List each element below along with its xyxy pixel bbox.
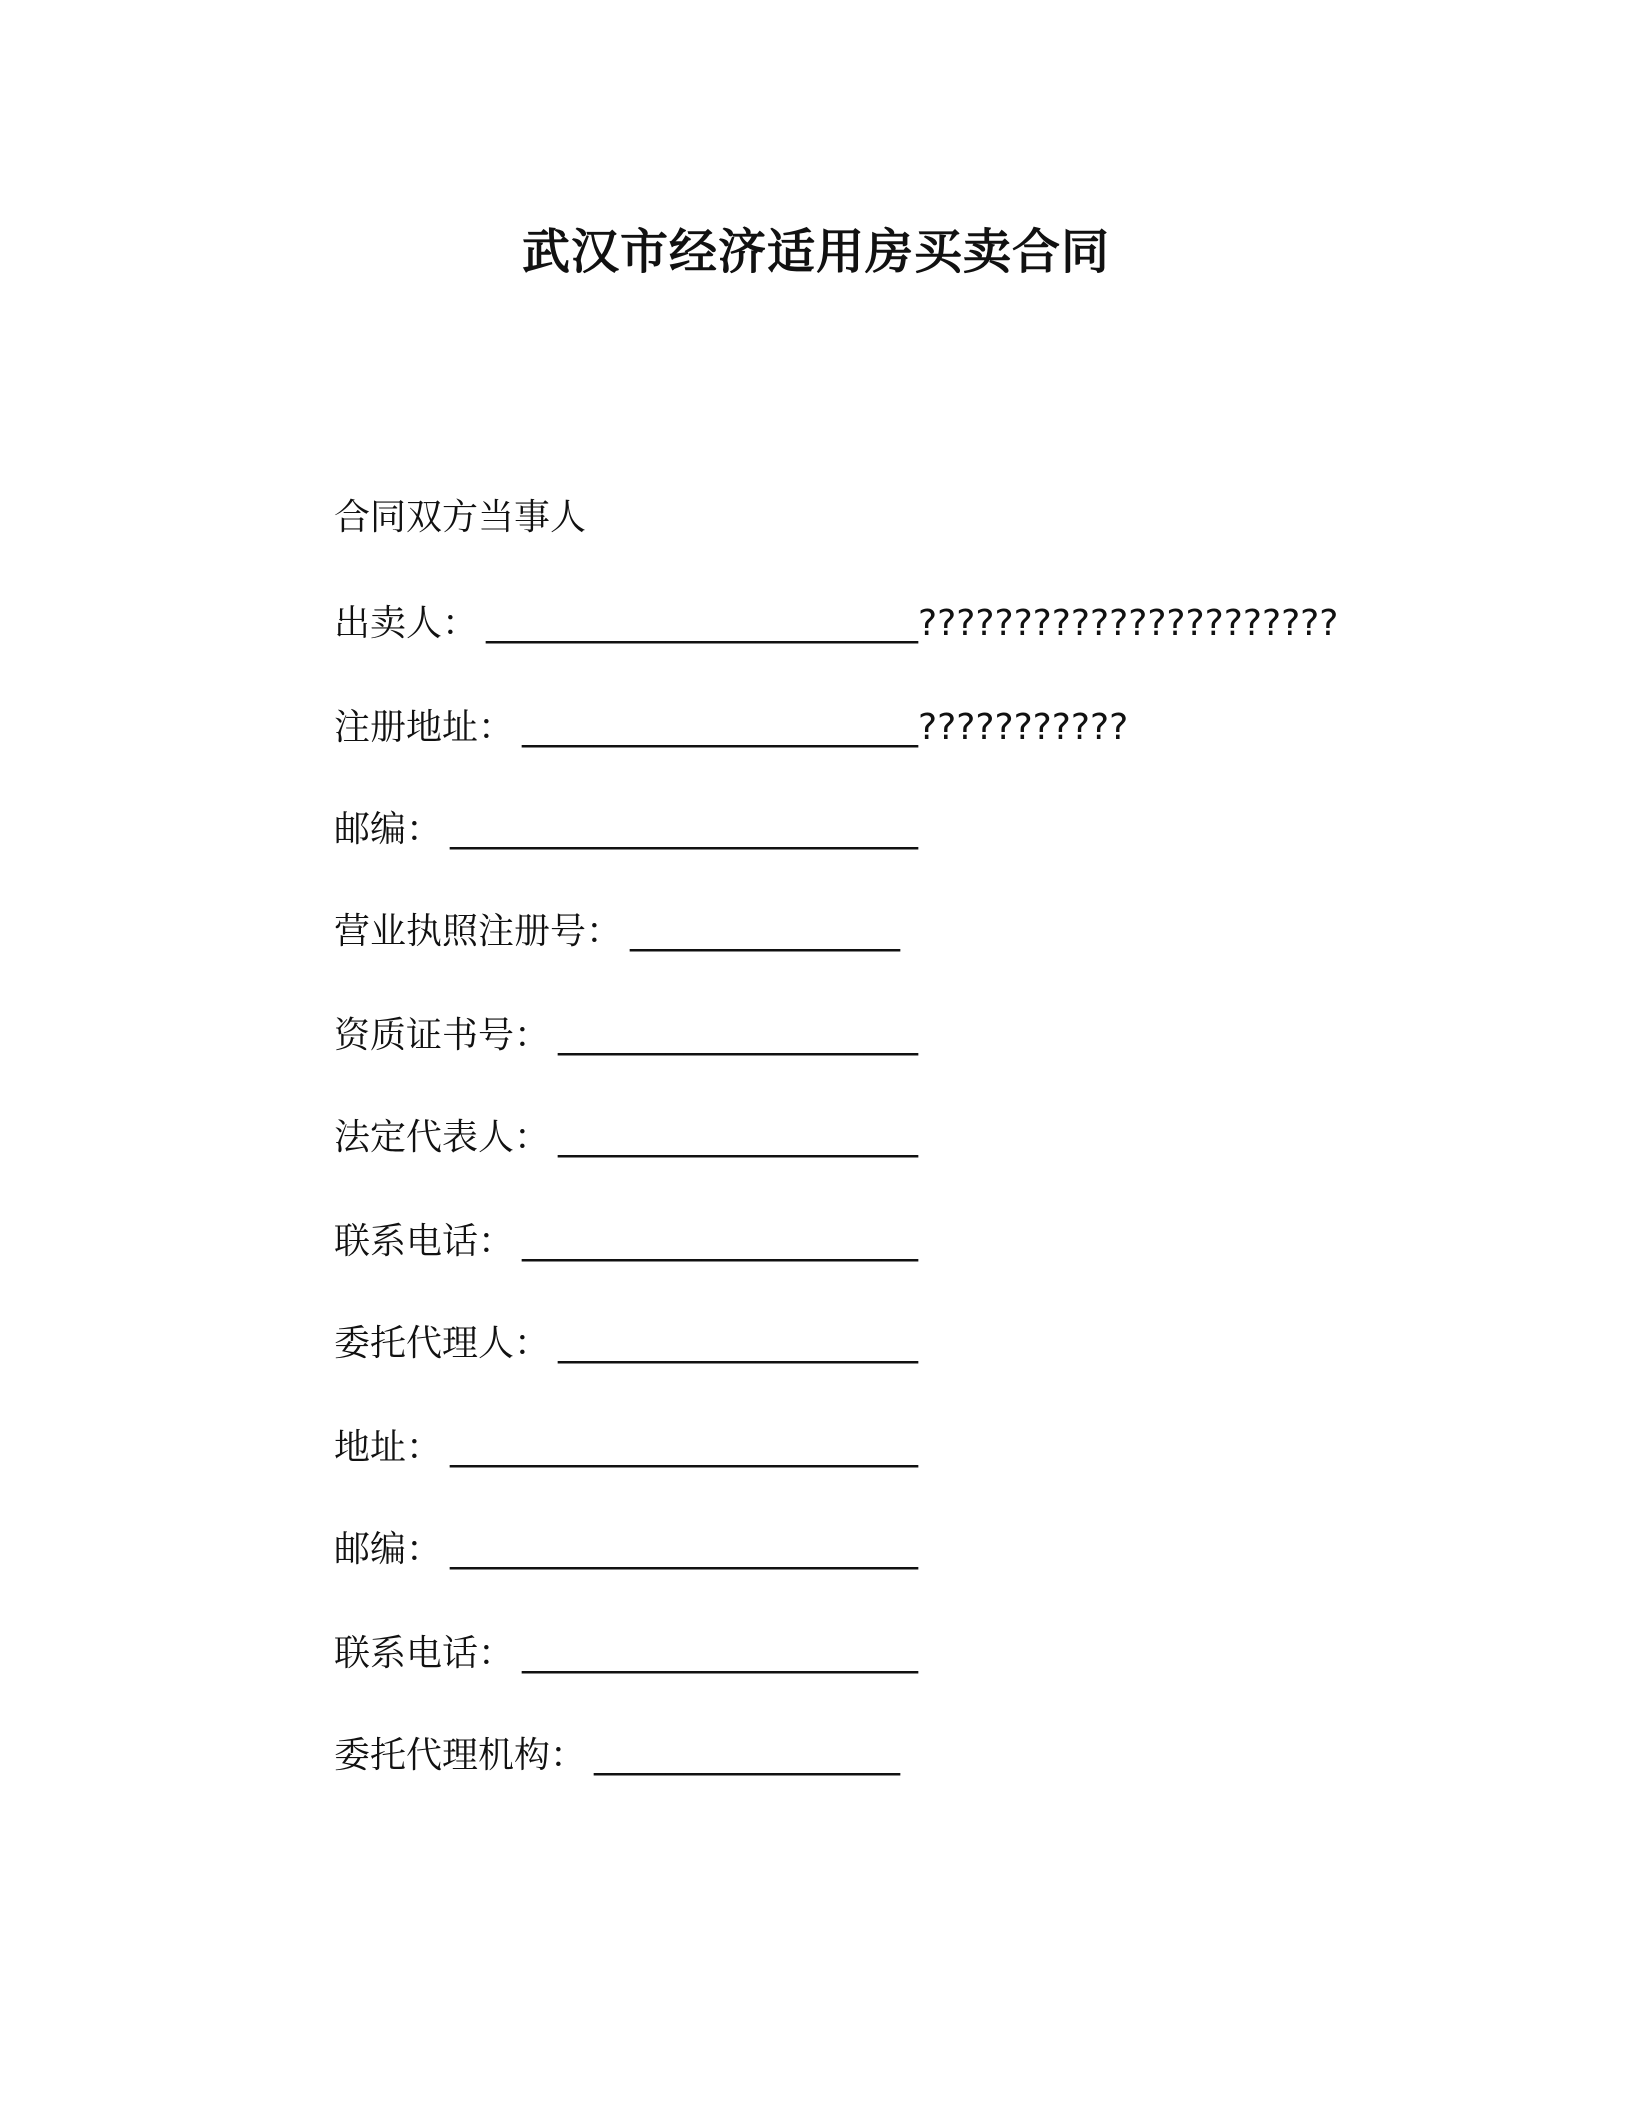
field-business-license-number xyxy=(334,908,900,956)
field-postcode-2 xyxy=(334,1526,918,1574)
field-value: ??????????? xyxy=(918,707,1129,748)
field-colon: ： xyxy=(586,911,623,952)
field-colon: ： xyxy=(406,1529,443,1570)
field-postcode xyxy=(334,806,918,854)
field-address xyxy=(334,1424,918,1472)
field-colon: ： xyxy=(478,1633,515,1674)
fill-in-blank: ______________________ xyxy=(522,1633,919,1674)
field-phone-2 xyxy=(334,1630,918,1678)
field-authorized-agent xyxy=(334,1320,918,1368)
fill-in-blank: __________________________ xyxy=(450,1427,919,1468)
field-qualification-certificate xyxy=(334,1012,918,1060)
fill-in-blank: ____________________ xyxy=(558,1015,919,1056)
field-colon: ： xyxy=(514,1323,551,1364)
field-colon: ： xyxy=(478,707,515,748)
field-colon: ： xyxy=(478,1221,515,1262)
section-heading: 合同双方当事人 xyxy=(334,497,587,538)
field-legal-representative xyxy=(334,1114,918,1162)
field-colon: ： xyxy=(514,1015,551,1056)
field-label: 营业执照注册号 xyxy=(334,911,587,952)
fill-in-blank: ______________________ xyxy=(522,707,919,748)
document-title: 武汉市经济适用房买卖合同 xyxy=(521,224,1110,280)
field-colon: ： xyxy=(514,1117,551,1158)
fill-in-blank: _________________ xyxy=(594,1735,901,1776)
field-label: 邮编 xyxy=(334,1529,407,1570)
field-colon: ： xyxy=(406,809,443,850)
field-label: 邮编 xyxy=(334,809,407,850)
fill-in-blank: ____________________ xyxy=(558,1323,919,1364)
field-label: 联系电话 xyxy=(334,1221,479,1262)
fill-in-blank: _______________ xyxy=(630,911,901,952)
field-value: ?????????????????????? xyxy=(918,603,1339,644)
field-registered-address xyxy=(334,704,1128,752)
field-label: 资质证书号 xyxy=(334,1015,515,1056)
field-colon: ： xyxy=(406,1427,443,1468)
field-label: 委托代理机构 xyxy=(334,1735,551,1776)
fill-in-blank: __________________________ xyxy=(450,809,919,850)
field-seller xyxy=(334,600,1338,648)
field-label: 注册地址 xyxy=(334,707,479,748)
field-colon: ： xyxy=(442,603,479,644)
field-agency xyxy=(334,1732,900,1780)
field-label: 法定代表人 xyxy=(334,1117,515,1158)
field-label: 委托代理人 xyxy=(334,1323,515,1364)
field-label: 出卖人 xyxy=(334,603,443,644)
field-label: 地址 xyxy=(334,1427,407,1468)
fill-in-blank: ________________________ xyxy=(486,603,919,644)
field-colon: ： xyxy=(550,1735,587,1776)
fill-in-blank: ____________________ xyxy=(558,1117,919,1158)
field-phone xyxy=(334,1218,918,1266)
field-label: 联系电话 xyxy=(334,1633,479,1674)
fill-in-blank: __________________________ xyxy=(450,1529,919,1570)
fill-in-blank: ______________________ xyxy=(522,1221,919,1262)
